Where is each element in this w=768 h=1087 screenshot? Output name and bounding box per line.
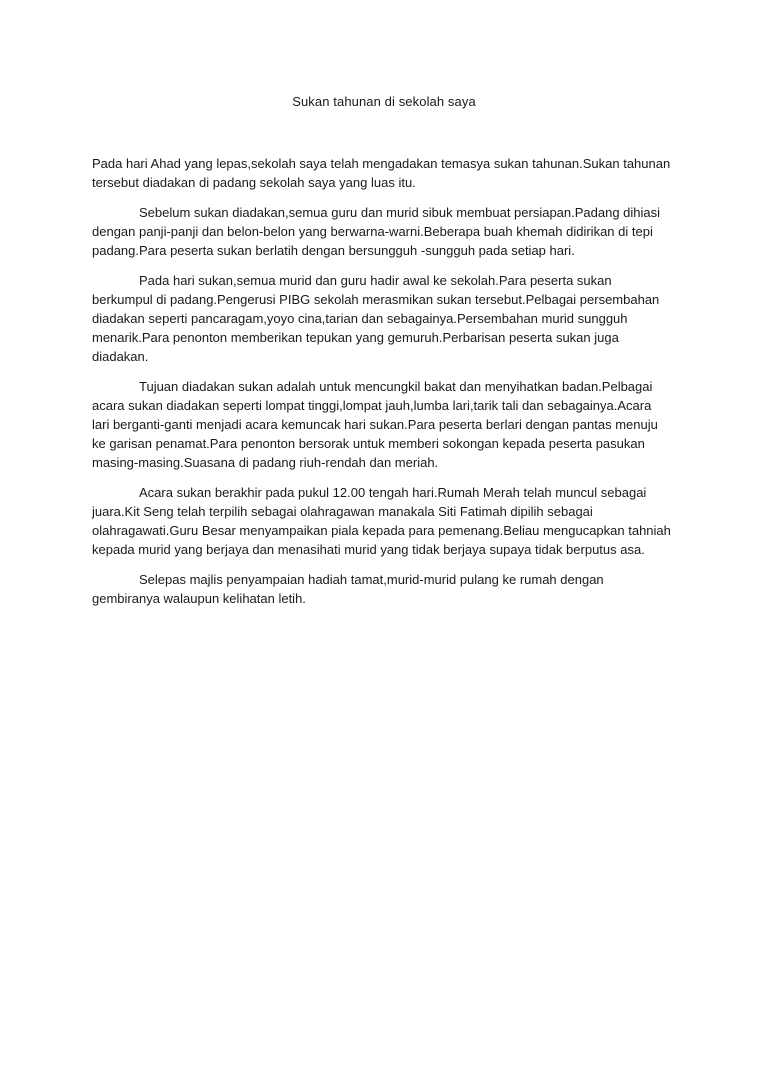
document-title: Sukan tahunan di sekolah saya — [292, 94, 476, 109]
paragraph-3: Pada hari sukan,semua murid dan guru hadir awal ke sekolah.Para peserta sukan berkumpul di padang.Pengerusi PIBG sekolah merasmikan sukan tersebut.Pelbagai persembahan diadakan seperti pancaragam,yoyo cina,tarian dan sebagainya.Persembahan murid sungguh menarik.Para penonton memberikan tepukan yang gemuruh.Perbarisan peserta sukan juga diadakan. — [92, 273, 660, 364]
paragraph-6: Selepas majlis penyampaian hadiah tamat,murid-murid pulang ke rumah dengan gembiranya walaupun kelihatan letih. — [92, 572, 604, 606]
paragraph-4: Tujuan diadakan sukan adalah untuk mencungkil bakat dan menyihatkan badan.Pelbagai acara sukan diadakan seperti lompat tinggi,lompat jauh,lumba lari,tarik tali dan sebagainya.Acara lari berganti-ganti menjadi acara kemuncak hari sukan.Para peserta berlari dengan pantas menuju ke garisan penamat.Para penonton bersorak untuk memberi sokongan kepada peserta pasukan masing-masing.Suasana di padang riuh-rendah dan meriah. — [92, 379, 658, 470]
paragraph-2: Sebelum sukan diadakan,semua guru dan murid sibuk membuat persiapan.Padang dihiasi dengan panji-panji dan belon-belon yang berwarna-warni.Beberapa buah khemah didirikan di tepi padang.Para peserta sukan berlatih dengan bersungguh -sungguh pada setiap hari. — [92, 205, 661, 258]
paragraph-5: Acara sukan berakhir pada pukul 12.00 tengah hari.Rumah Merah telah muncul sebagai juara.Kit Seng telah terpilih sebagai olahragawan manakala Siti Fatimah dipilih sebagai olahragawati.Guru Besar menyampaikan piala kepada para pemenang.Beliau mengucapkan tahniah kepada murid yang berjaya dan menasihati murid yang tidak berjaya supaya tidak berputus asa. — [92, 485, 671, 557]
paragraph-1: Pada hari Ahad yang lepas,sekolah saya telah mengadakan temasya sukan tahunan.Sukan tahunan tersebut diadakan di padang sekolah saya yang luas itu. — [92, 156, 671, 190]
document-body — [92, 154, 672, 619]
